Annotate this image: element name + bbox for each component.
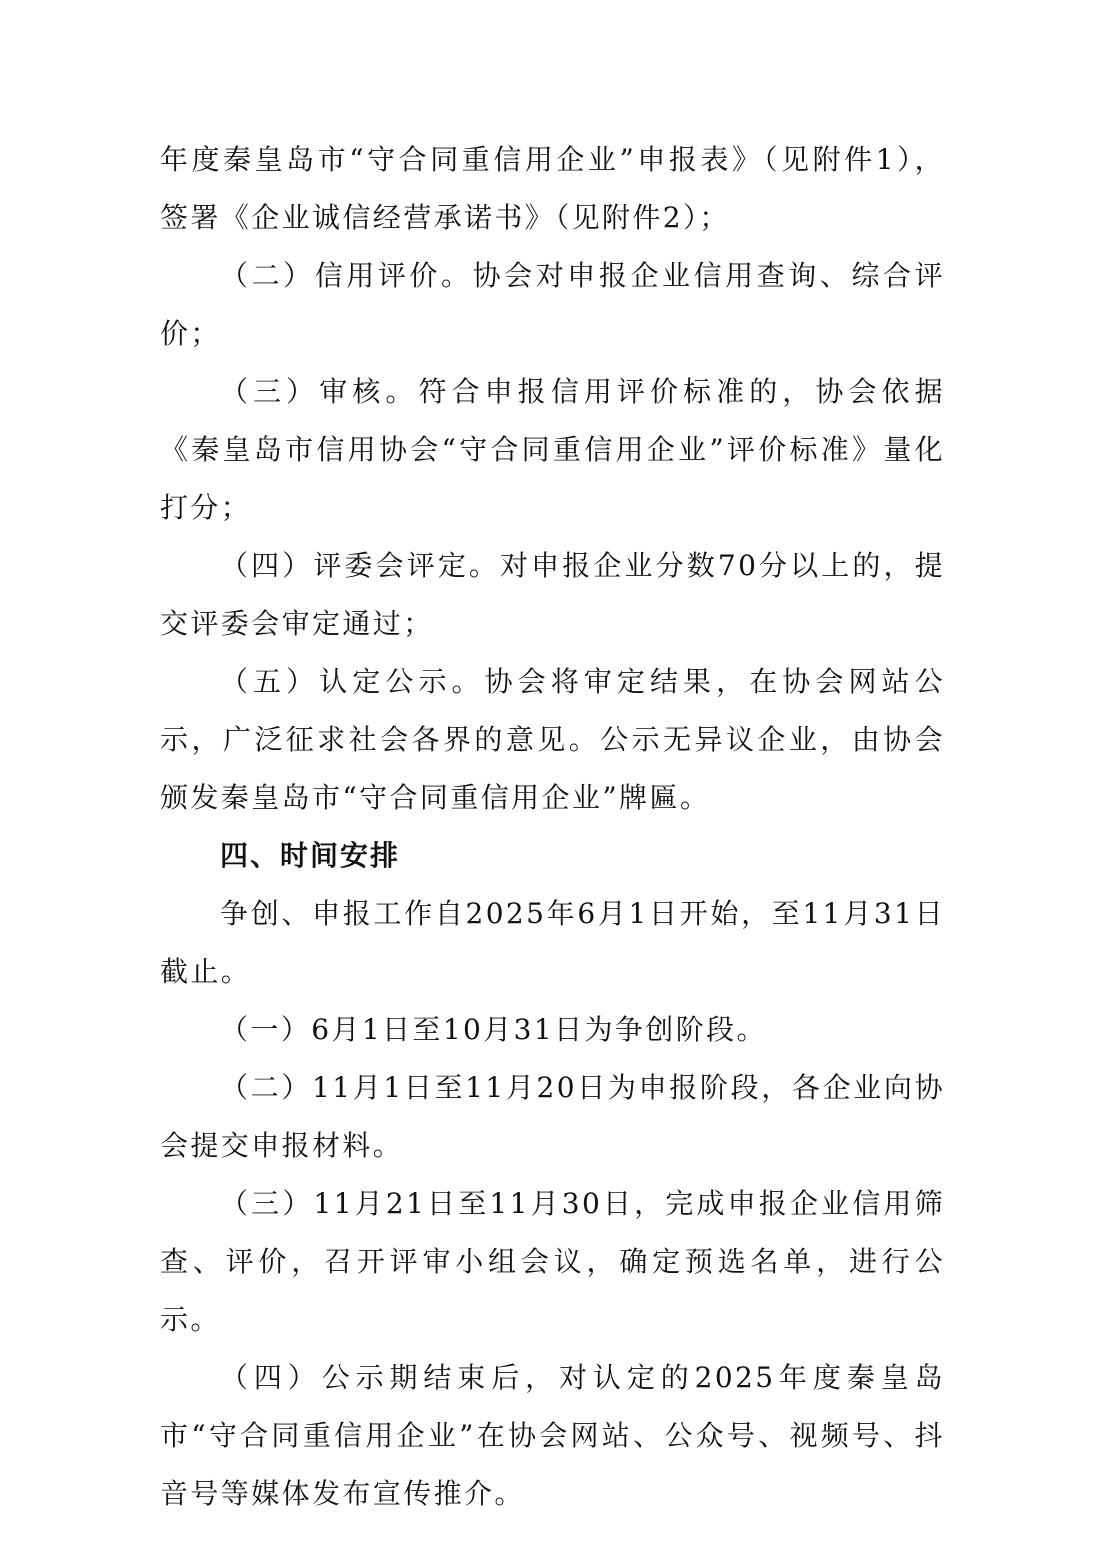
paragraph-credit-evaluation: （二）信用评价。协会对申报企业信用查询、综合评价；: [160, 259, 945, 350]
paragraph-schedule-stage-4: （四）公示期结束后，对认定的2025年度秦皇岛市“守合同重信用企业”在协会网站、公众号、视频号、抖音号等媒体发布宣传推介。: [160, 1361, 945, 1510]
paragraph-review: （三）审核。符合申报信用评价标准的，协会依据《秦皇岛市信用协会“守合同重信用企业”评价标准》量化打分；: [160, 375, 945, 524]
paragraph-schedule-stage-2: （二）11月1日至11月20日为申报阶段，各企业向协会提交申报材料。: [160, 1071, 945, 1162]
paragraph-application-form-continued: 年度秦皇岛市“守合同重信用企业”申报表》（见附件1），签署《企业诚信经营承诺书》（见附件2）；: [160, 143, 945, 234]
paragraph-schedule-intro: 争创、申报工作自2025年6月1日开始，至11月31日截止。: [160, 897, 945, 988]
paragraph-committee-assessment: （四）评委会评定。对申报企业分数70分以上的，提交评委会审定通过；: [160, 549, 945, 640]
paragraph-schedule-stage-1: （一）6月1日至10月31日为争创阶段。: [220, 1013, 767, 1046]
paragraph-publicity: （五）认定公示。协会将审定结果，在协会网站公示，广泛征求社会各界的意见。公示无异议企业，由协会颁发秦皇岛市“守合同重信用企业”牌匾。: [160, 665, 945, 814]
section-heading-schedule: 四、时间安排: [220, 839, 401, 872]
document-body: [160, 131, 945, 1523]
paragraph-schedule-stage-3: （三）11月21日至11月30日，完成申报企业信用筛查、评价，召开评审小组会议，确定预选名单，进行公示。: [160, 1187, 945, 1336]
